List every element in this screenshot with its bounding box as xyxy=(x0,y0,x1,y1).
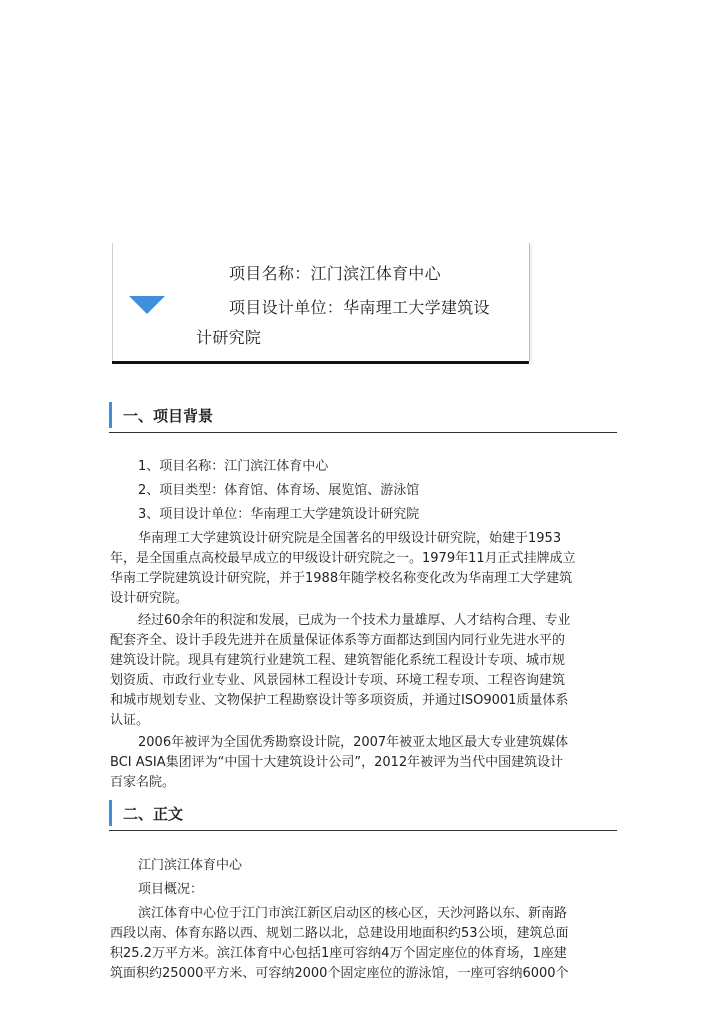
section-accent-bar xyxy=(109,402,112,428)
section-title: 一、项目背景 xyxy=(123,407,214,425)
project-name-line: 项目名称：江门滨江体育中心 xyxy=(229,264,441,283)
section-heading-background xyxy=(109,402,617,433)
paragraph-line: 配套齐全、设计手段先进并在质量保证体系等方面都达到国内同行业先进水平的 xyxy=(110,633,566,648)
paragraph-line: 百家名院。 xyxy=(110,775,176,790)
section-title: 二、正文 xyxy=(123,805,184,823)
project-unit-line-cont: 计研究院 xyxy=(196,328,262,347)
triangle-down-icon xyxy=(129,296,165,314)
section-accent-bar xyxy=(109,800,112,826)
paragraph-line: 建筑设计院。现具有建筑行业建筑工程、建筑智能化系统工程设计专项、城市规 xyxy=(110,653,566,668)
paragraph-line: 和城市规划专业、文物保护工程勘察设计等多项资质，并通过ISO9001质量体系 xyxy=(110,693,569,708)
section-heading-background xyxy=(109,800,617,831)
paragraph-line: 西段以南、体育东路以西、规划二路以北，总建设用地面积约53公顷，建筑总面 xyxy=(110,926,569,941)
paragraph-line: 年，是全国重点高校最早成立的甲级设计研究院之一。1979年11月正式挂牌成立 xyxy=(110,551,576,566)
paragraph-line: 认证。 xyxy=(110,713,150,728)
overview-label: 项目概况： xyxy=(138,882,204,897)
paragraph-line: 滨江体育中心位于江门市滨江新区启动区的核心区，天沙河路以东、新南路 xyxy=(138,906,568,921)
paragraph-line: 2006年被评为全国优秀勘察设计院，2007年被亚太地区最大专业建筑媒体 xyxy=(138,735,569,750)
paragraph-line: 设计研究院。 xyxy=(110,591,189,606)
paragraph-line: 华南理工大学建筑设计研究院是全国著名的甲级设计研究院，始建于1953 xyxy=(138,531,562,546)
subtitle: 江门滨江体育中心 xyxy=(138,858,243,873)
project-info-box-underline xyxy=(112,361,529,364)
paragraph-line: 筑面积约25000平方米、可容纳2000个固定座位的游泳馆，一座可容纳6000个 xyxy=(110,966,569,981)
list-item: 2、项目类型：体育馆、体育场、展览馆、游泳馆 xyxy=(138,483,420,498)
project-unit-line: 项目设计单位：华南理工大学建筑设 xyxy=(229,298,490,317)
paragraph-line: 经过60余年的积淀和发展，已成为一个技术力量雄厚、人才结构合理、专业 xyxy=(138,613,571,628)
paragraph-line: 划资质、市政行业专业、风景园林工程设计专项、环境工程专项、工程咨询建筑 xyxy=(110,673,566,688)
paragraph-line: 积25.2万平方米。滨江体育中心包括1座可容纳4万个固定座位的体育场，1座建 xyxy=(110,946,567,961)
paragraph-line: 华南工学院建筑设计研究院，并于1988年随学校名称变化改为华南理工大学建筑 xyxy=(110,571,573,586)
list-item: 1、项目名称：江门滨江体育中心 xyxy=(138,459,329,474)
list-item: 3、项目设计单位：华南理工大学建筑设计研究院 xyxy=(138,507,420,522)
paragraph-line: BCI ASIA集团评为“中国十大建筑设计公司”，2012年被评为当代中国建筑设计 xyxy=(110,755,564,770)
